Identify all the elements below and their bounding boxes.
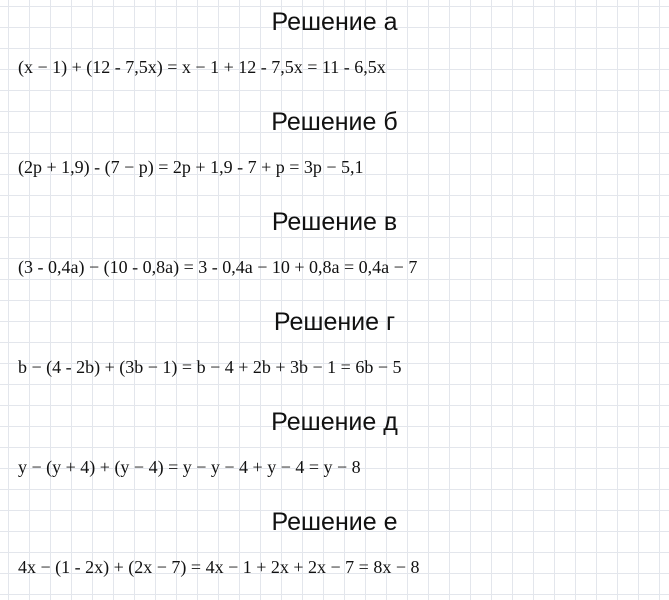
solution-d bbox=[0, 400, 669, 500]
solution-a bbox=[0, 0, 669, 100]
solution-equation: (x − 1) + (12 - 7,5x) = x − 1 + 12 - 7,5x = 11 - 6,5x bbox=[18, 57, 386, 77]
solution-equation: b − (4 - 2b) + (3b − 1) = b − 4 + 2b + 3b − 1 = 6b − 5 bbox=[18, 357, 402, 377]
solution-e bbox=[0, 500, 669, 600]
solution-heading: Решение б bbox=[271, 108, 398, 136]
solution-equation: 4x − (1 - 2x) + (2x − 7) = 4x − 1 + 2x + 2x − 7 = 8x − 8 bbox=[18, 557, 420, 577]
solution-g bbox=[0, 300, 669, 400]
solution-heading: Решение в bbox=[271, 208, 398, 236]
solution-v bbox=[0, 200, 669, 300]
solution-equation: y − (y + 4) + (y − 4) = y − y − 4 + y − 4 = y − 8 bbox=[18, 457, 361, 477]
solution-heading: Решение а bbox=[271, 8, 398, 36]
solution-heading: Решение д bbox=[271, 408, 398, 436]
solution-heading: Решение г bbox=[273, 308, 396, 336]
solution-b bbox=[0, 100, 669, 200]
solution-heading: Решение е bbox=[271, 508, 398, 536]
solution-equation: (2p + 1,9) - (7 − p) = 2p + 1,9 - 7 + p = 3p − 5,1 bbox=[18, 157, 364, 177]
solution-equation: (3 - 0,4a) − (10 - 0,8a) = 3 - 0,4a − 10 + 0,8a = 0,4a − 7 bbox=[18, 257, 418, 277]
